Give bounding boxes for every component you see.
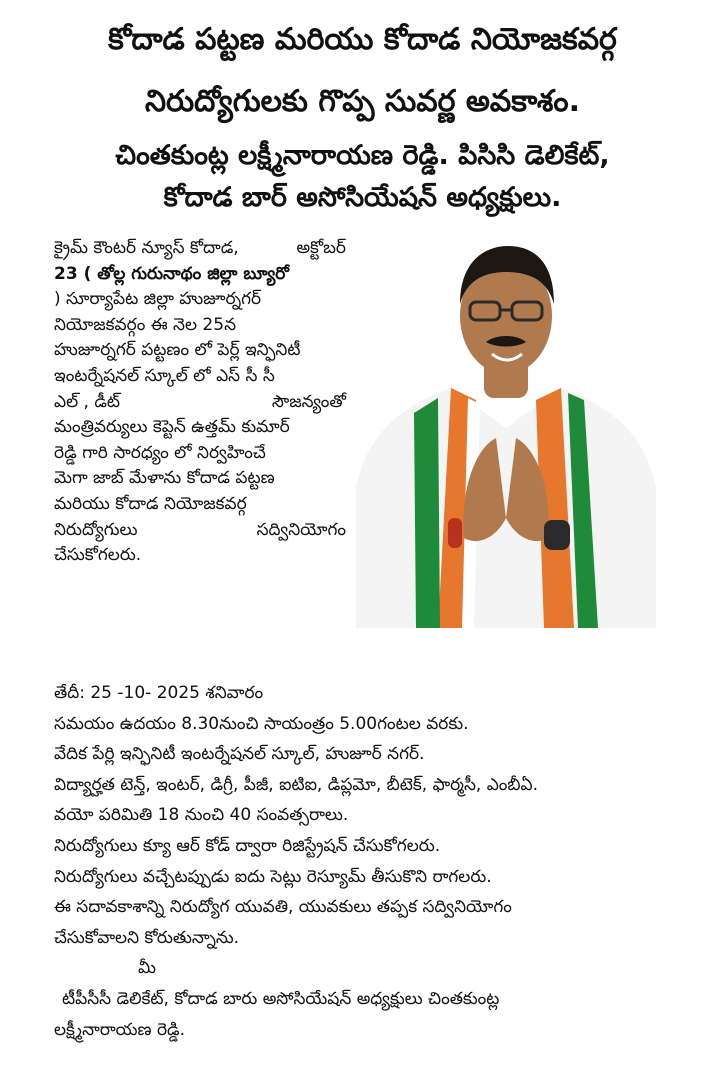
detail-line: విద్యార్హత టెన్త్, ఇంటర్, డిగ్రీ, పీజీ, ఐటిఐ, డిప్లమో, బీటెక్, ఫార్మసీ, ఎంబీఏ.: [54, 774, 539, 795]
article-line: నియోజకవర్గం ఈ నెల 25న: [54, 314, 237, 335]
article-line: ) సూర్యాపేట జిల్లా హుజూర్నగర్: [54, 289, 262, 310]
headline-line-3: చింతకుంట్ల లక్ష్మీనారాయణ రెడ్డి. పిసిసి డెలికేట్,: [115, 140, 610, 171]
detail-line: సమయం ఉదయం 8.30నుంచి సాయంత్రం 5.00గంటల వరకు.: [54, 713, 469, 734]
detail-line: నిరుద్యోగులు వచ్చేటప్పుడు ఐదు సెట్లు రెస్యూమ్ తీసుకొని రాగలరు.: [54, 866, 492, 887]
detail-line: నిరుద్యోగులు క్యూ ఆర్ కోడ్ ద్వారా రిజిస్ట్రేషన్ చేసుకోగలరు.: [54, 835, 441, 856]
detail-line: ఈ సదావకాశాన్ని నిరుద్యోగ యువతి, యువకులు తప్పక సద్వినియోగం: [54, 897, 512, 918]
signoff-greeting: మీ: [138, 958, 156, 979]
portrait-namaste-photo: [356, 238, 656, 628]
article-line: రెడ్డి గారి సారధ్యం లో నిర్వహించే: [54, 442, 266, 463]
headline-line-4: కోదాడ బార్ అసోసియేషన్ అధ్యక్షులు.: [163, 182, 562, 213]
article-line: మరియు కోదాడ నియోజకవర్గ: [54, 493, 247, 514]
article-line: నిరుద్యోగులు సద్వినియోగం: [54, 519, 346, 540]
detail-line: వేదిక పేర్లి ఇన్ఫినిటీ ఇంటర్నేషనల్ స్కూల్, హుజూర్ నగర్.: [54, 744, 425, 765]
article-line: 23 ( తోల్ల గురునాథం జిల్లా బ్యూరో: [54, 263, 289, 284]
detail-line: చేసుకోవాలని కోరుతున్నాను.: [54, 927, 240, 948]
signature-line: టీపీసీసీ డెలికేట్, కోదాడ బారు అసోసియేషన్ అధ్యక్షులు చింతకుంట్ల: [62, 988, 500, 1009]
article-line: మెగా జాబ్ మేళాను కోదాడ పట్టణ: [54, 468, 275, 489]
article-line: ఎల్ , డీట్ సౌజన్యంతో: [54, 391, 346, 412]
headline-line-1: కోదాడ పట్టణ మరియు కోదాడ నియోజకవర్గ: [108, 22, 617, 57]
article-line: చేసుకోగలరు.: [54, 545, 142, 566]
event-details: [54, 678, 694, 1045]
signature-name: లక్ష్మీనారాయణ రెడ్డి.: [54, 1019, 186, 1040]
article-line: హుజూర్నగర్ పట్టణం లో పెర్ల్ ఇన్ఫినిటీ: [54, 340, 301, 361]
headline-line-2: నిరుద్యోగులకు గొప్ప సువర్ణ అవకాశం.: [144, 84, 581, 119]
article-column: [54, 236, 346, 569]
article-line: మంత్రివర్యులు కెప్టెన్ ఉత్తమ్ కుమార్: [54, 417, 290, 438]
detail-line: వయో పరిమితి 18 నుంచి 40 సంవత్సరాలు.: [54, 805, 349, 826]
article-line: ఇంటర్నేషనల్ స్కూల్ లో ఎస్ సీ సీ: [54, 365, 275, 386]
detail-line: తేదీ: 25 -10- 2025 శనివారం: [54, 683, 264, 703]
article-line: క్రైమ్ కౌంటర్ న్యూస్ కోదాడ, అక్టోబర్: [54, 238, 346, 258]
